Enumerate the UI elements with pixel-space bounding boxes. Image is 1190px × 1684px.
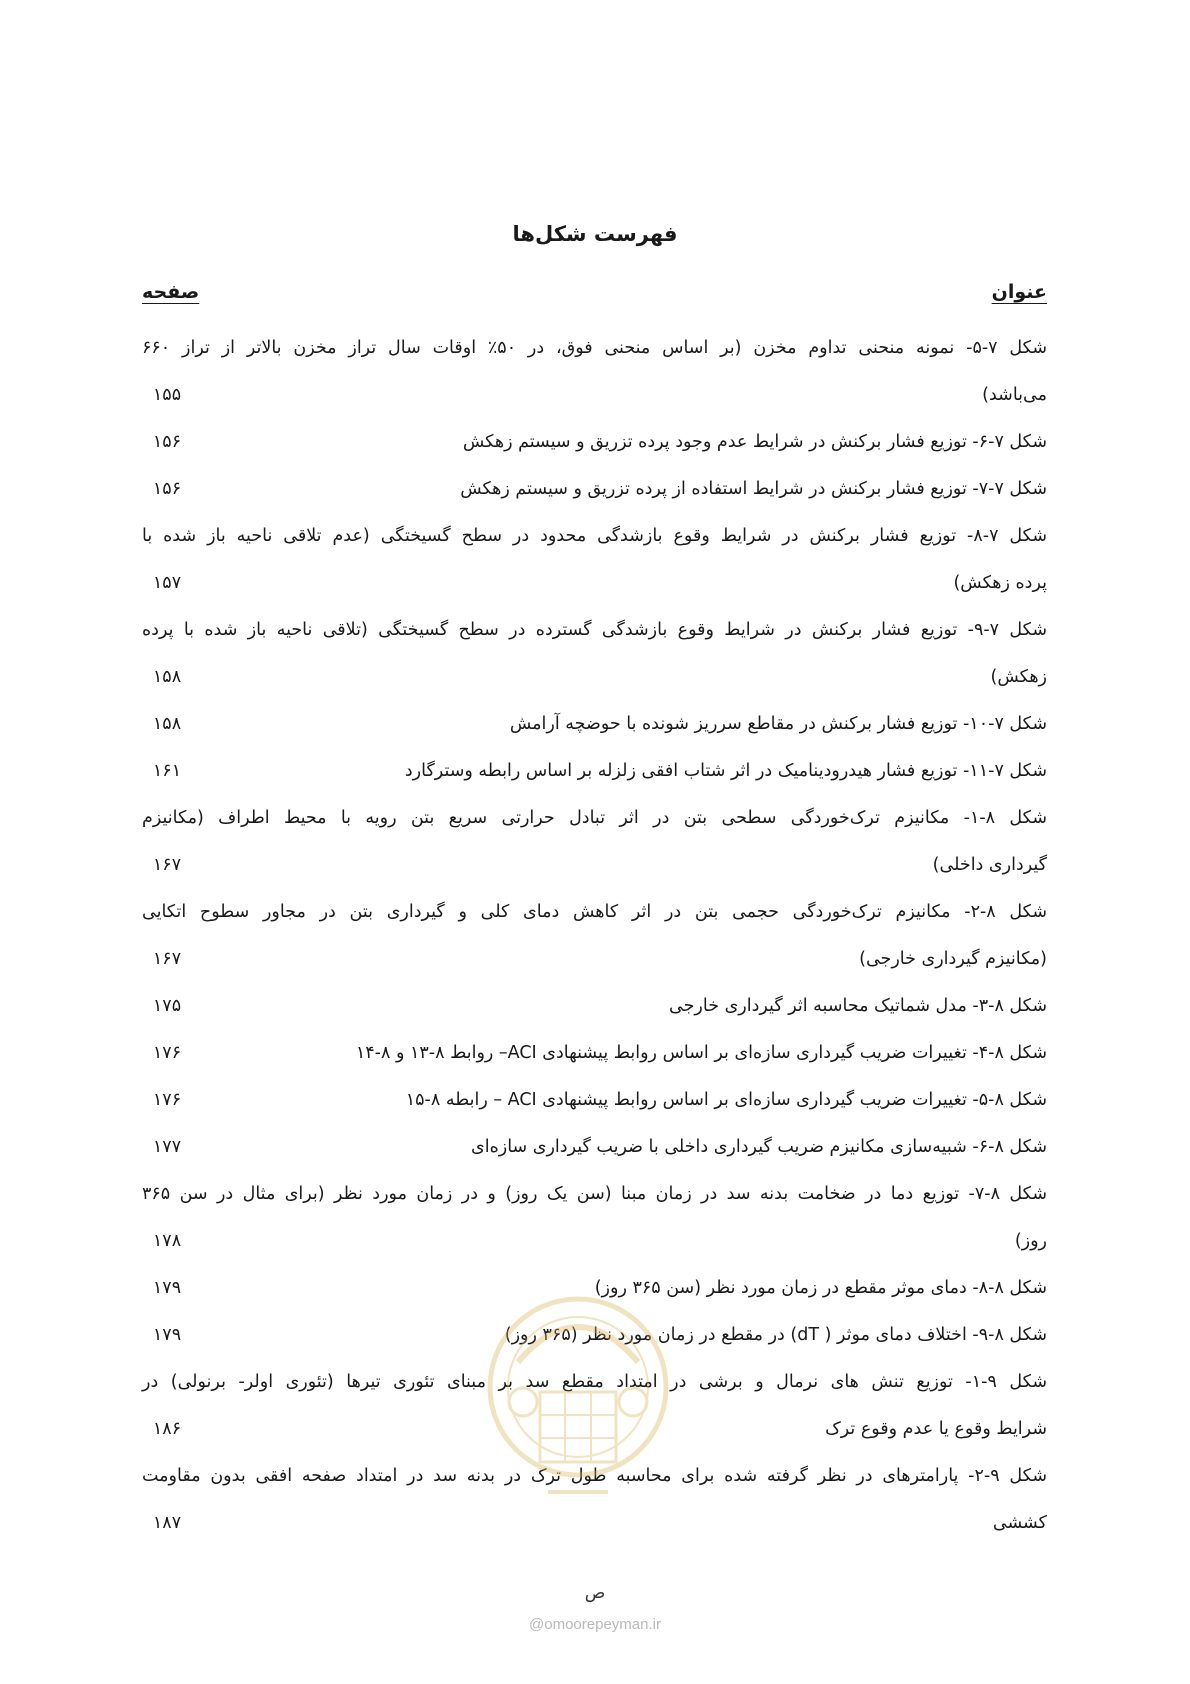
entry-page-number: ۱۸۷	[152, 1513, 182, 1533]
entry-title-line: شکل ۸-۵- تغییرات ضریب گیرداری سازه‌ای بر اساس روابط پیشنهادی ACI – رابطه ۸-۱۵	[405, 1090, 1047, 1110]
toc-entry	[142, 1453, 1047, 1547]
toc-entry	[142, 1359, 1047, 1453]
entry-page-number: ۱۷۹	[152, 1325, 182, 1345]
entry-title-line: (مکانیزم گیرداری خارجی)	[859, 949, 1047, 969]
entry-title-line: روز)	[1014, 1231, 1047, 1251]
toc-entry	[142, 466, 1047, 513]
toc-entry	[142, 701, 1047, 748]
toc-entry	[142, 748, 1047, 795]
entry-title-line: زهکش)	[990, 667, 1047, 687]
title-column-header: عنوان	[991, 281, 1047, 303]
entry-page-number: ۱۵۷	[152, 573, 182, 593]
toc-header	[142, 281, 1047, 313]
entry-title-line: شکل ۸-۶- شبیه‌سازی مکانیزم ضریب گیرداری داخلی با ضریب گیرداری سازه‌ای	[471, 1137, 1047, 1157]
entry-page-number: ۱۷۸	[152, 1231, 182, 1251]
entry-title-line: شکل ۹-۱- توزیع تنش های نرمال و برشی در امتداد مقطع سد بر مبنای تئوری تیرها (تئوری اولر- برنولی) در	[142, 1372, 1048, 1392]
entry-page-number: ۱۶۱	[152, 761, 182, 781]
entry-page-number: ۱۷۹	[152, 1278, 182, 1298]
toc-entry	[142, 607, 1047, 701]
entry-title-line: شکل ۷-۷- توزیع فشار برکنش در شرایط استفاده از پرده تزریق و سیستم زهکش	[460, 479, 1047, 499]
entry-title-line: گیرداری داخلی)	[932, 855, 1047, 875]
toc-entry	[142, 795, 1047, 889]
entry-title-line: شکل ۸-۹- اختلاف دمای موثر ( dT) در مقطع در زمان مورد نظر (۳۶۵ روز)	[504, 1325, 1047, 1345]
entry-page-number: ۱۷۵	[152, 996, 182, 1016]
page-column-header: صفحه	[142, 281, 200, 303]
entry-title-line: شکل ۷-۵- نمونه منحنی تداوم مخزن (بر اساس منحنی فوق، در ۵۰٪ اوقات سال تراز مخزن بالاتر از تراز ۶۶۰	[142, 338, 1047, 358]
entry-title-line: شکل ۸-۲- مکانیزم ترک‌خوردگی حجمی بتن در اثر کاهش دمای کلی و گیرداری بتن در مجاور سطوح اتکایی	[142, 902, 1047, 922]
entry-title-line: شکل ۹-۲- پارامترهای در نظر گرفته شده برای محاسبه طول ترک در بدنه سد در امتداد صفحه افقی بدون مقاومت	[142, 1466, 1047, 1486]
toc-entry	[142, 1124, 1047, 1171]
toc-entry	[142, 1312, 1047, 1359]
page-number: ص	[584, 1583, 606, 1603]
entry-page-number: ۱۶۷	[152, 855, 182, 875]
entry-page-number: ۱۸۶	[152, 1419, 182, 1439]
toc-entry	[142, 325, 1047, 419]
entry-page-number: ۱۷۶	[152, 1043, 182, 1063]
entry-title-line: شکل ۸-۴- تغییرات ضریب گیرداری سازه‌ای بر اساس روابط پیشنهادی ACI– روابط ۸-۱۳ و ۸-۱۴	[355, 1043, 1047, 1063]
entry-title-line: شکل ۷-۱۱- توزیع فشار هیدرودینامیک در اثر شتاب افقی زلزله بر اساس رابطه وسترگارد	[404, 761, 1047, 781]
entry-page-number: ۱۵۸	[152, 714, 182, 734]
entry-page-number: ۱۷۷	[152, 1137, 182, 1157]
entry-title-line: شکل ۸-۳- مدل شماتیک محاسبه اثر گیرداری خارجی	[669, 996, 1047, 1016]
entry-title-line: شکل ۷-۹- توزیع فشار برکنش در شرایط وقوع بازشدگی گسترده در سطح گسیختگی (تلاقی ناحیه باز شده با پرده	[142, 620, 1047, 640]
entry-title-line: شکل ۷-۸- توزیع فشار برکنش در شرایط وقوع بازشدگی محدود در سطح گسیختگی (عدم تلاقی ناحیه باز شده با	[142, 526, 1047, 546]
figure-list	[142, 325, 1047, 1547]
entry-page-number: ۱۵۸	[152, 667, 182, 687]
toc-entry	[142, 889, 1047, 983]
toc-entry	[142, 1030, 1047, 1077]
entry-title-line: شکل ۷-۶- توزیع فشار برکنش در شرایط عدم وجود پرده تزریق و سیستم زهکش	[462, 432, 1047, 452]
toc-entry	[142, 983, 1047, 1030]
entry-title-line: کششی	[992, 1513, 1047, 1533]
toc-entry	[142, 419, 1047, 466]
toc-entry	[142, 1171, 1047, 1265]
entry-title-line: شکل ۷-۱۰- توزیع فشار برکنش در مقاطع سرریز شونده با حوضچه آرامش	[509, 714, 1047, 734]
entry-title-line: پرده زهکش)	[953, 573, 1047, 593]
toc-entry	[142, 1077, 1047, 1124]
website-watermark: @omoorepeyman.ir	[529, 1616, 661, 1633]
entry-page-number: ۱۵۵	[152, 385, 182, 405]
entry-title-line: شکل ۸-۷- توزیع دما در ضخامت بدنه سد در زمان مبنا (سن یک روز) و در زمان مورد نظر (برای مثال در سن ۳۶۵	[142, 1184, 1047, 1204]
entry-page-number: ۱۵۶	[152, 432, 182, 452]
entry-title-line: شکل ۸-۸- دمای موثر مقطع در زمان مورد نظر (سن ۳۶۵ روز)	[594, 1278, 1047, 1298]
entry-page-number: ۱۵۶	[152, 479, 182, 499]
entry-title-line: شکل ۸-۱- مکانیزم ترک‌خوردگی سطحی بتن در اثر تبادل حرارتی سریع بتن رویه با محیط اطراف (مکانیزم	[142, 808, 1047, 828]
entry-page-number: ۱۷۶	[152, 1090, 182, 1110]
toc-entry	[142, 513, 1047, 607]
entry-page-number: ۱۶۷	[152, 949, 182, 969]
entry-title-line: می‌باشد)	[982, 385, 1047, 405]
toc-entry	[142, 1265, 1047, 1312]
page-title: فهرست شکل‌ها	[512, 222, 678, 246]
entry-title-line: شرایط وقوع یا عدم وقوع ترک	[825, 1419, 1047, 1439]
